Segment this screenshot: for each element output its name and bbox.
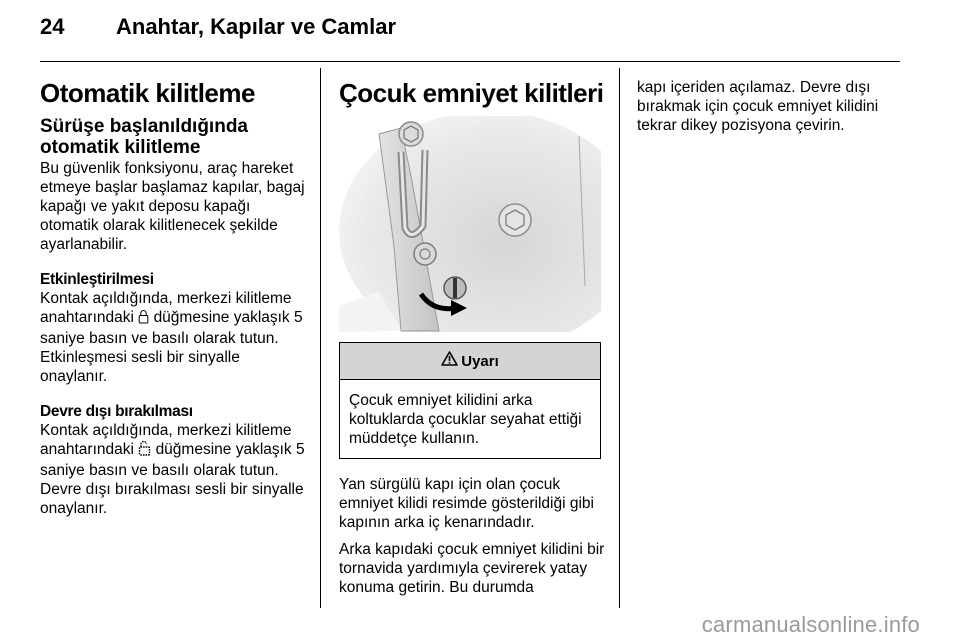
section-title-child-locks: Çocuk emniyet kilitleri: [339, 78, 604, 108]
deactivation-paragraph: [40, 421, 308, 518]
warning-label: Uyarı: [461, 352, 499, 370]
child-lock-location-paragraph: Yan sürgülü kapı için olan çocuk emniyet kilidi resimde gösterildiği gibi kapının arka iç kenarındadır.: [339, 476, 594, 531]
warning-header: [340, 343, 600, 380]
unlock-icon: [138, 440, 151, 461]
deactivation-text-after-icon: düğmesine yaklaşık 5 saniye basın ve basılı olarak tutun. Devre dışı bırakılması sesli bir sinyalle onaylanır.: [40, 441, 305, 517]
page-number: 24: [40, 14, 65, 39]
warning-triangle-icon: [441, 351, 458, 371]
child-lock-illustration: [339, 116, 601, 332]
column-automatic-locking: [40, 72, 308, 534]
activation-text-after-icon: düğmesine yaklaşık 5 saniye basın ve basılı olarak tutun. Etkinleşmesi sesli bir sinyalle onaylanır.: [40, 309, 303, 385]
warning-box: [339, 342, 601, 459]
activation-heading: Etkinleştirilmesi: [40, 271, 154, 288]
intro-paragraph: Bu güvenlik fonksiyonu, araç hareket etmeye başlar başlamaz kapılar, bagaj kapağı ve yakıt deposu kapağı otomatik olarak kilitlenecek şekilde ayarlanabilir.: [40, 160, 305, 253]
child-lock-activation-paragraph: Arka kapıdaki çocuk emniyet kilidini bir tornavida yardımıyla çevirerek yatay konuma getirin. Bu durumda: [339, 541, 605, 596]
watermark: carmanualsonline.info: [701, 612, 920, 637]
column-continuation: [637, 78, 905, 135]
deactivation-text-before-icon: Kontak açıldığında, merkezi kilitleme anahtarındaki: [40, 422, 292, 458]
child-lock-continuation-paragraph: kapı içeriden açılamaz. Devre dışı bırakmak için çocuk emniyet kilidini tekrar dikey pozisyona çevirin.: [637, 79, 879, 134]
lock-icon: [138, 309, 149, 329]
column-child-locks: [339, 72, 607, 605]
warning-text: Çocuk emniyet kilidini arka koltuklarda çocuklar seyahat ettiği müddetçe kullanın.: [349, 392, 582, 447]
section-title-automatic-locking: Otomatik kilitleme: [40, 78, 255, 108]
activation-paragraph: [40, 289, 308, 386]
page-header-title: Anahtar, Kapılar ve Camlar: [116, 14, 397, 39]
column-divider-left: [320, 68, 321, 608]
activation-text-before-icon: Kontak açıldığında, merkezi kilitleme anahtarındaki: [40, 290, 292, 326]
deactivation-heading: Devre dışı bırakılması: [40, 403, 193, 420]
header-rule: [40, 61, 900, 62]
subsection-title-drive-away-locking: Sürüşe başlanıldığında otomatik kilitleme: [40, 116, 248, 158]
column-divider-right: [619, 68, 620, 608]
